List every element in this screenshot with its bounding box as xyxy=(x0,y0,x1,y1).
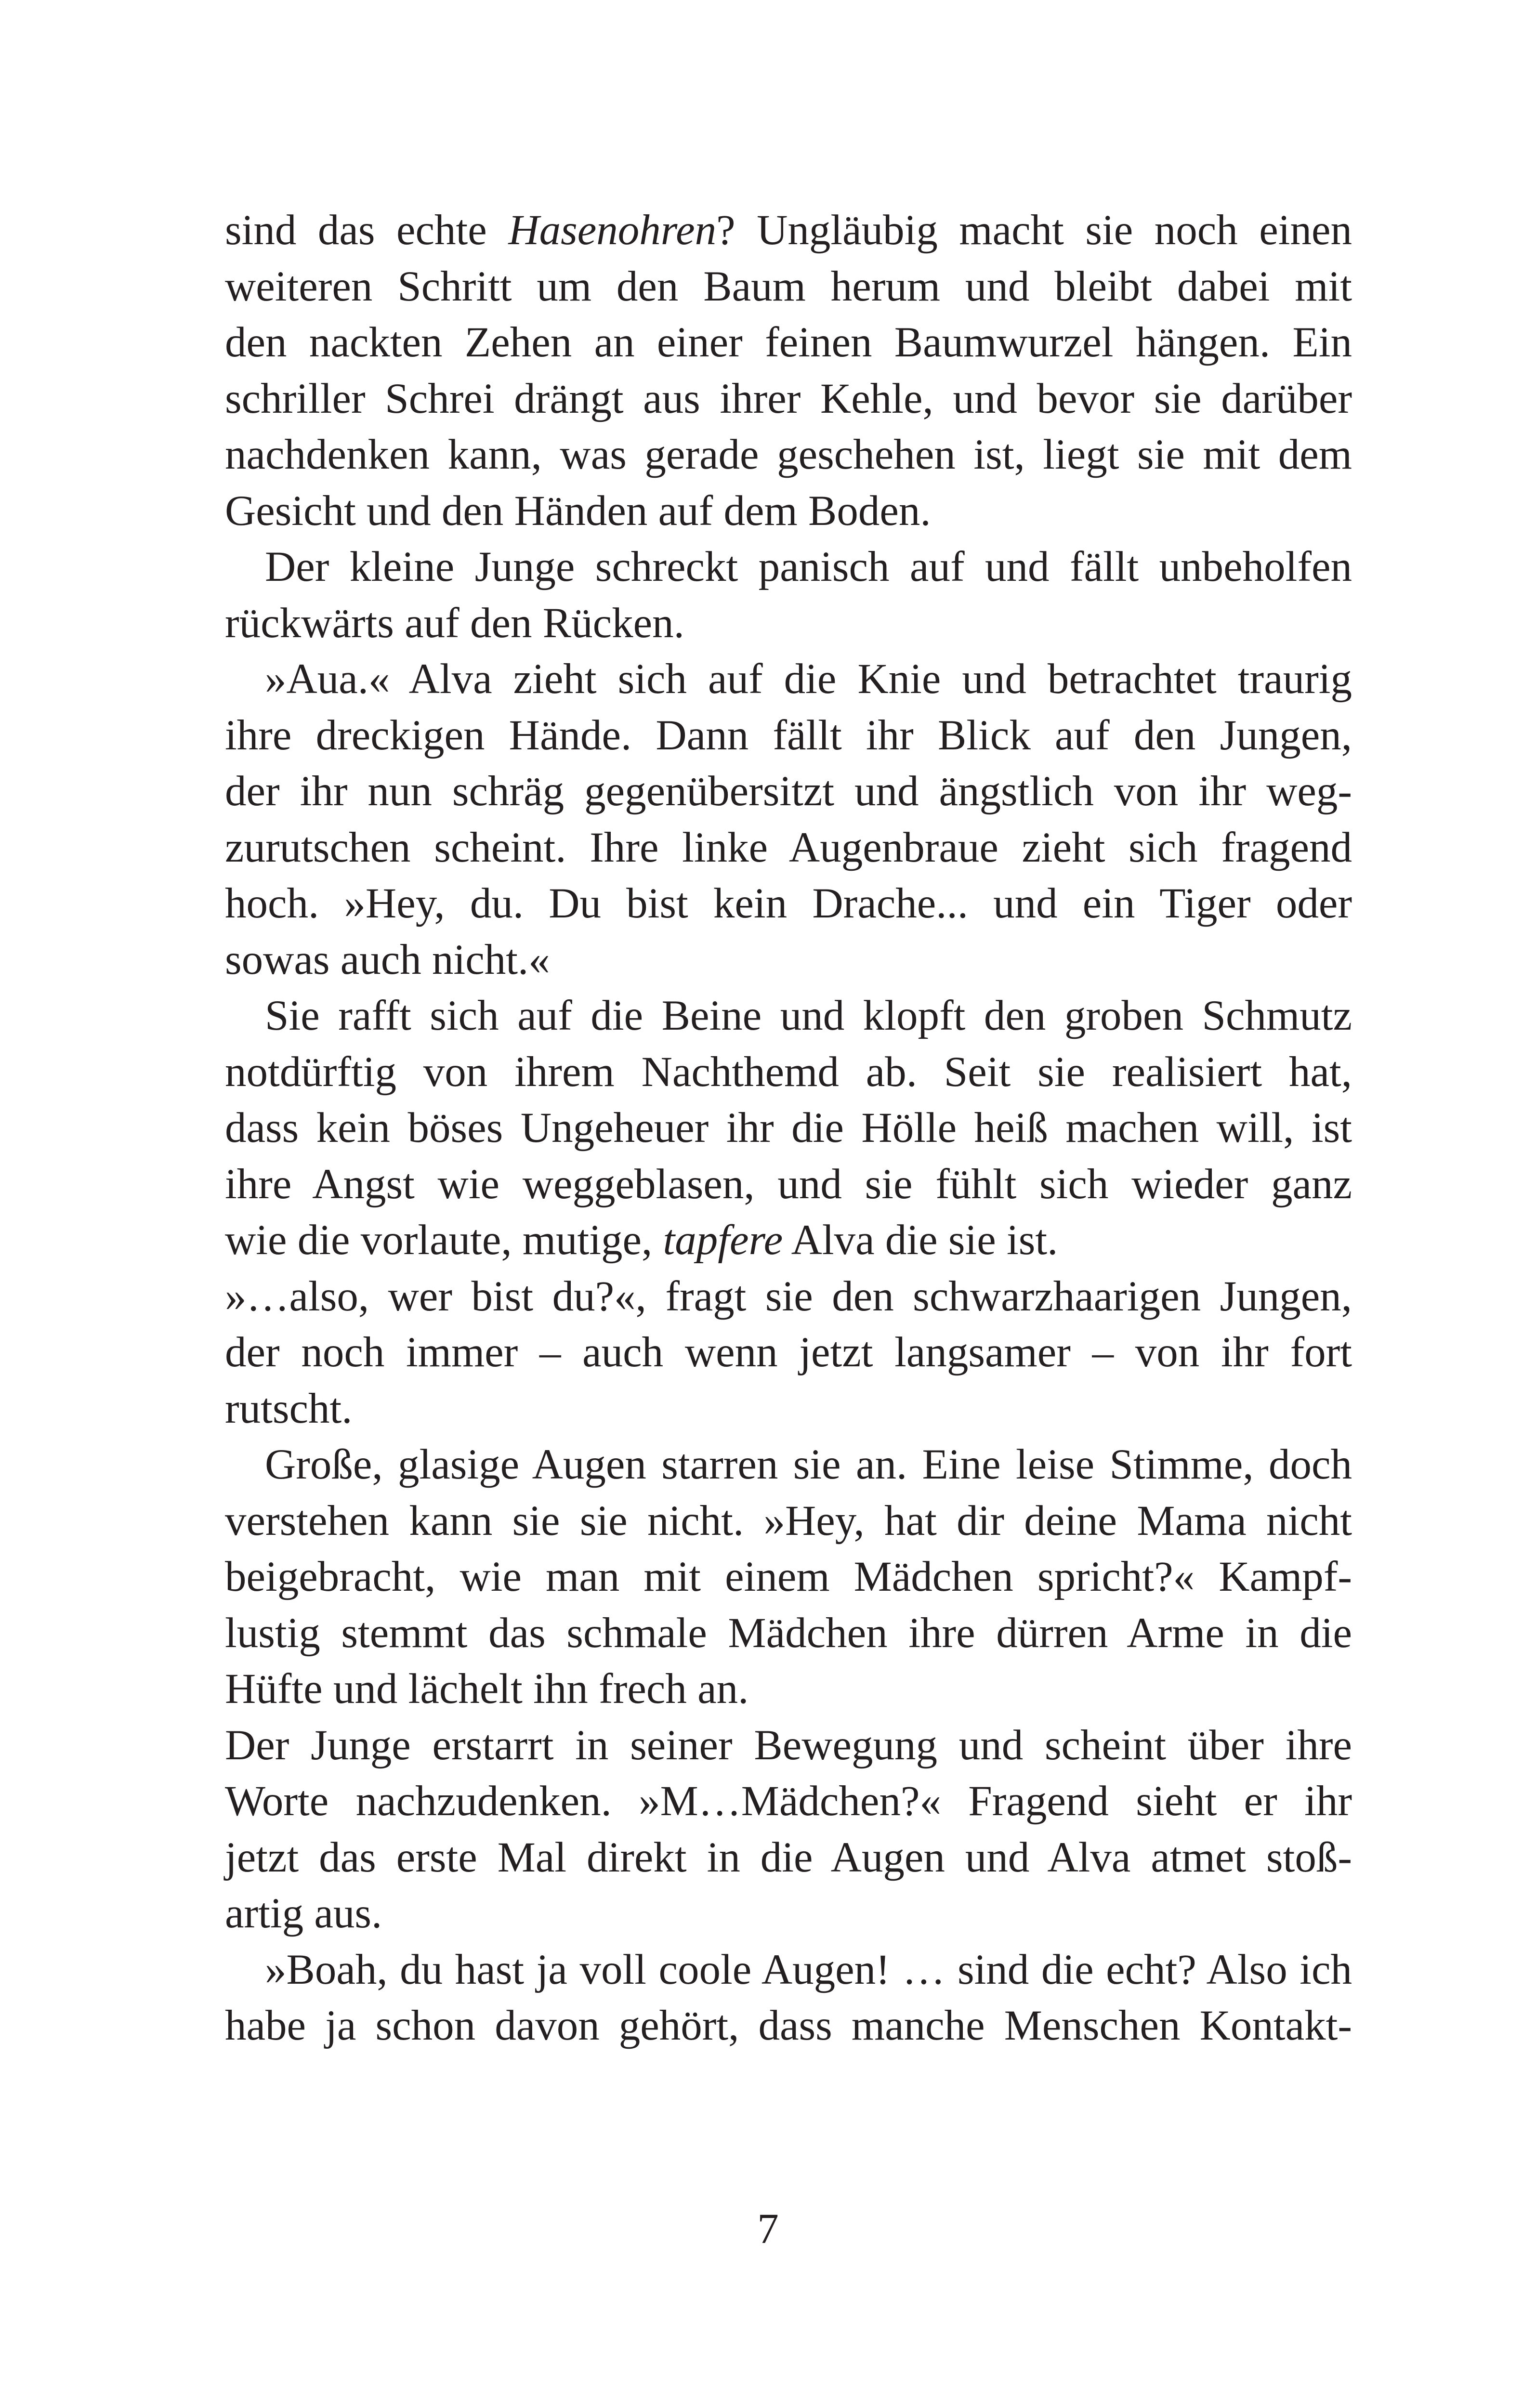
text-segment: Große, glasige Augen starren sie an. Eine leise Stimme, doch xyxy=(265,1441,1352,1488)
text-segment: Der Junge erstarrt in seiner Bewegung und scheint über ihre xyxy=(225,1721,1352,1769)
text-segment: dass kein böses Ungeheuer ihr die Hölle heiß machen will, ist xyxy=(225,1104,1352,1152)
text-line xyxy=(225,539,1352,595)
text-line xyxy=(225,1324,1352,1381)
text-segment: jetzt das erste Mal direkt in die Augen und Alva atmet stoß- xyxy=(225,1833,1352,1881)
body-text xyxy=(225,202,1352,2054)
page-number: 7 xyxy=(757,2205,779,2252)
text-segment: Der kleine Junge schreckt panisch auf und fällt unbeholfen xyxy=(265,543,1352,590)
text-line xyxy=(225,876,1352,932)
text-segment: der noch immer – auch wenn jetzt langsamer – von ihr fort xyxy=(225,1329,1352,1376)
text-line xyxy=(225,1717,1352,1774)
text-line xyxy=(225,1212,1352,1269)
text-segment: »…also, wer bist du?«, fragt sie den schwarzhaarigen Jungen, xyxy=(225,1272,1352,1320)
text-line xyxy=(225,483,1352,539)
text-segment: »Aua.« Alva zieht sich auf die Knie und betrachtet traurig xyxy=(265,655,1352,703)
text-segment: den nackten Zehen an einer feinen Baumwurzel hängen. Ein xyxy=(225,319,1352,366)
text-segment: rückwärts auf den Rücken. xyxy=(225,599,684,647)
text-segment: »Boah, du hast ja voll coole Augen! … sind die echt? Also ich xyxy=(265,1946,1352,1993)
text-segment: notdürftig von ihrem Nachthemd ab. Seit sie realisiert hat, xyxy=(225,1048,1352,1096)
text-segment: hoch. »Hey, du. Du bist kein Drache... und ein Tiger oder xyxy=(225,880,1352,927)
text-line xyxy=(225,1100,1352,1156)
text-segment: Alva die sie ist. xyxy=(783,1217,1058,1264)
text-line xyxy=(225,1998,1352,2054)
text-segment: wie die vorlaute, mutige, xyxy=(225,1217,663,1264)
italic-text: Hasenohren xyxy=(508,207,717,254)
text-segment: sowas auch nicht.« xyxy=(225,936,550,983)
text-line xyxy=(225,932,1352,988)
text-line xyxy=(225,1269,1352,1325)
text-line xyxy=(225,1156,1352,1213)
text-line xyxy=(225,314,1352,371)
text-segment: Worte nachzudenken. »M…Mädchen?« Fragend sieht er ihr xyxy=(225,1778,1352,1825)
text-line xyxy=(225,707,1352,764)
text-segment: artig aus. xyxy=(225,1890,382,1937)
text-line xyxy=(225,988,1352,1044)
text-segment: nachdenken kann, was gerade geschehen ist, liegt sie mit dem xyxy=(225,431,1352,478)
text-segment: rutscht. xyxy=(225,1385,353,1432)
text-line xyxy=(225,259,1352,315)
text-segment: ihre dreckigen Hände. Dann fällt ihr Blick auf den Jungen, xyxy=(225,711,1352,759)
text-line xyxy=(225,1437,1352,1493)
text-segment: Gesicht und den Händen auf dem Boden. xyxy=(225,487,931,535)
text-line xyxy=(225,595,1352,652)
text-segment: lustig stemmt das schmale Mädchen ihre dürren Arme in die xyxy=(225,1609,1352,1657)
text-line xyxy=(225,1493,1352,1549)
text-segment: Sie rafft sich auf die Beine und klopft den groben Schmutz xyxy=(265,992,1352,1039)
text-segment: verstehen kann sie sie nicht. »Hey, hat dir deine Mama nicht xyxy=(225,1497,1352,1544)
text-segment: habe ja schon davon gehört, dass manche Menschen Kontakt- xyxy=(225,2002,1352,2049)
text-segment: zurutschen scheint. Ihre linke Augenbraue zieht sich fragend xyxy=(225,824,1352,871)
text-line xyxy=(225,651,1352,707)
text-line xyxy=(225,1661,1352,1717)
text-line xyxy=(225,427,1352,483)
text-segment: der ihr nun schräg gegenübersitzt und ängstlich von ihr weg- xyxy=(225,768,1352,815)
text-segment: Hüfte und lächelt ihn frech an. xyxy=(225,1665,749,1713)
text-line xyxy=(225,202,1352,259)
text-line xyxy=(225,1885,1352,1942)
text-line xyxy=(225,1942,1352,1998)
text-line xyxy=(225,763,1352,820)
text-line xyxy=(225,820,1352,876)
text-line xyxy=(225,1381,1352,1437)
text-line xyxy=(225,1044,1352,1100)
text-line xyxy=(225,1830,1352,1886)
text-segment: beigebracht, wie man mit einem Mädchen spricht?« Kampf- xyxy=(225,1553,1352,1600)
text-line xyxy=(225,1549,1352,1605)
text-segment: sind das echte xyxy=(225,207,509,254)
text-segment: ihre Angst wie weggeblasen, und sie fühlt sich wieder ganz xyxy=(225,1160,1352,1208)
text-segment: schriller Schrei drängt aus ihrer Kehle, und bevor sie darüber xyxy=(225,375,1352,422)
text-line xyxy=(225,1605,1352,1662)
text-line xyxy=(225,1773,1352,1830)
text-segment: ? Ungläubig macht sie noch einen xyxy=(716,207,1352,254)
italic-text: tapfere xyxy=(663,1217,783,1264)
text-segment: weiteren Schritt um den Baum herum und bleibt dabei mit xyxy=(225,262,1352,310)
text-line xyxy=(225,371,1352,427)
